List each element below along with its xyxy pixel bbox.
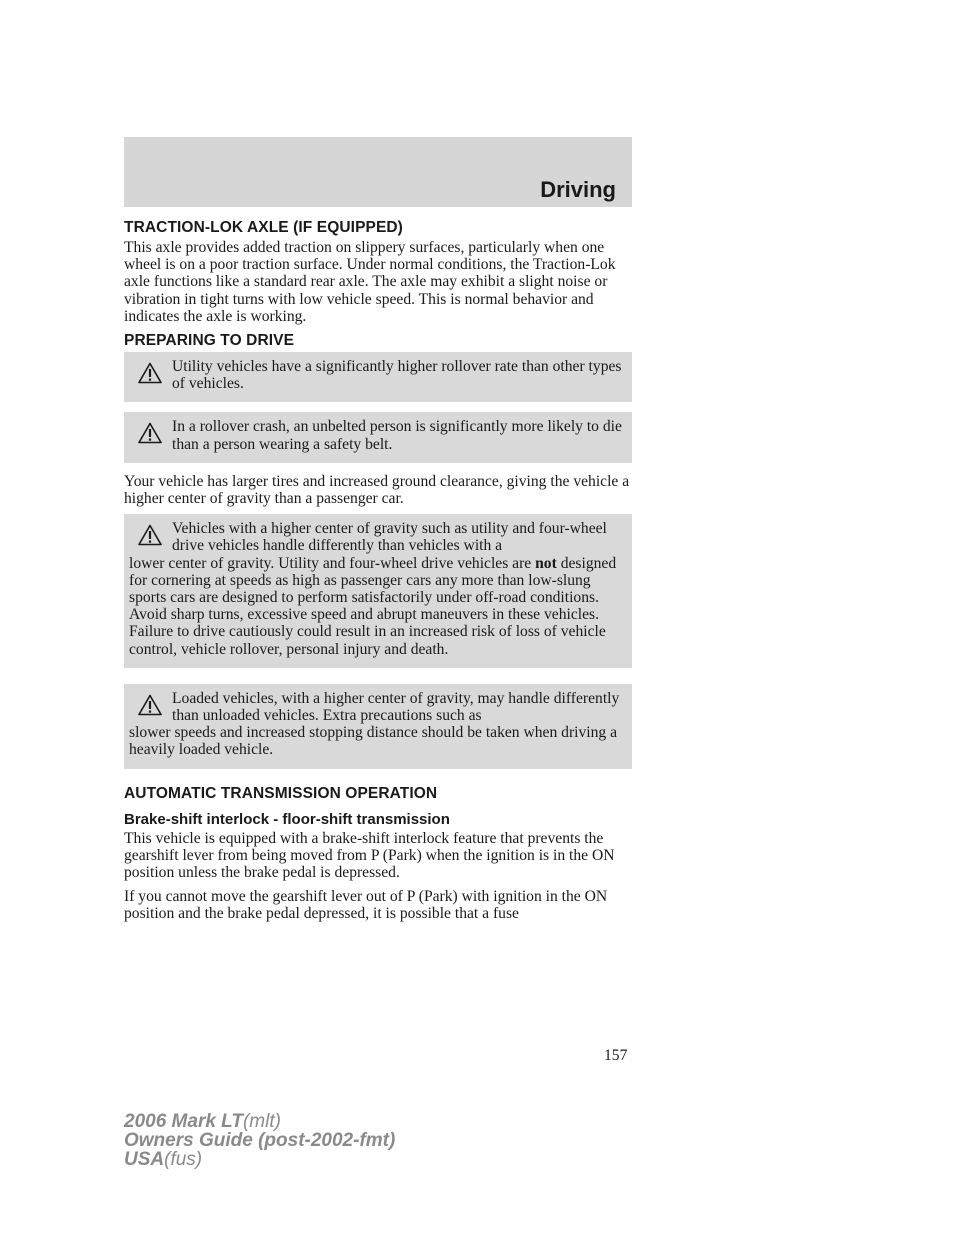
warning-box-center-of-gravity [124, 514, 632, 668]
section-title: Driving [540, 177, 616, 202]
brake-shift-interlock-subheading: Brake-shift interlock - floor-shift transmission [124, 810, 450, 828]
warning-box-rollover-rate [124, 352, 632, 402]
warning-box-safety-belt [124, 412, 632, 462]
preparing-to-drive-heading: PREPARING TO DRIVE [124, 332, 295, 350]
traction-lok-paragraph: This axle provides added traction on slippery surfaces, particularly when one wheel is on a poor traction surface. Under normal conditions, the Traction-Lok axle functions like a standard rear axle. The axle may exhibit a slight noise or vibration in tight turns with low vehicle speed. This is normal behavior and indicates the axle is working. [124, 239, 616, 325]
footer-market: USA [124, 1149, 165, 1170]
warning-triangle-icon [138, 362, 162, 384]
traction-lok-heading: TRACTION-LOK AXLE (IF EQUIPPED) [124, 219, 403, 236]
header-band [124, 137, 632, 207]
warning-text: lower center of gravity. Utility and four-wheel drive vehicles are [129, 554, 532, 572]
brake-shift-paragraph-2: If you cannot move the gearshift lever out of P (Park) with ignition in the ON position and the brake pedal depressed, it is possible that a fuse [124, 888, 608, 923]
footer-model-code: (mlt) [242, 1111, 281, 1132]
warning-triangle-icon [138, 694, 162, 716]
warning-triangle-icon [138, 524, 162, 546]
warning-text: Utility vehicles have a significantly higher rollover rate than other types of vehicles. [172, 358, 622, 393]
warning-text: Loaded vehicles, with a higher center of gravity, may handle differently than unloaded vehicles. Extra precautions such as [172, 689, 620, 725]
warning-text: In a rollover crash, an unbelted person is significantly more likely to die than a person wearing a safety belt. [172, 418, 622, 453]
emphasis-not: not [535, 554, 557, 572]
brake-shift-paragraph-1: This vehicle is equipped with a brake-shift interlock feature that prevents the gearshift lever from being moved from P (Park) when the ignition is in the ON position unless the brake pedal is depressed. [124, 829, 615, 882]
footer-model: 2006 Mark LT [124, 1111, 243, 1132]
warning-text: designed for cornering at speeds as high as passenger cars any more than low-slung sports cars are designed to perform satisfactorily under off-road conditions. Avoid sharp turns, excessive speed and abrupt maneuvers in these vehicles. Failure to drive cautiously could result in an increased risk of loss of vehicle control, vehicle rollover, personal injury and death. [129, 554, 617, 658]
document-footer [124, 1112, 395, 1169]
warning-text: slower speeds and increased stopping distance should be taken when driving a heavily loaded vehicle. [129, 724, 618, 759]
warning-box-loaded-vehicles [124, 684, 632, 769]
warning-text: Vehicles with a higher center of gravity such as utility and four-wheel drive vehicles handle differently than vehicles with a [172, 520, 607, 555]
automatic-transmission-heading: AUTOMATIC TRANSMISSION OPERATION [124, 784, 438, 802]
warning-triangle-icon [138, 422, 162, 444]
ground-clearance-paragraph: Your vehicle has larger tires and increased ground clearance, giving the vehicle a higher center of gravity than a passenger car. [124, 472, 630, 508]
page-number: 157 [604, 1047, 628, 1064]
footer-guide: Owners Guide (post-2002-fmt) [124, 1130, 396, 1151]
page-content [124, 219, 632, 930]
footer-market-code: (fus) [164, 1149, 203, 1170]
